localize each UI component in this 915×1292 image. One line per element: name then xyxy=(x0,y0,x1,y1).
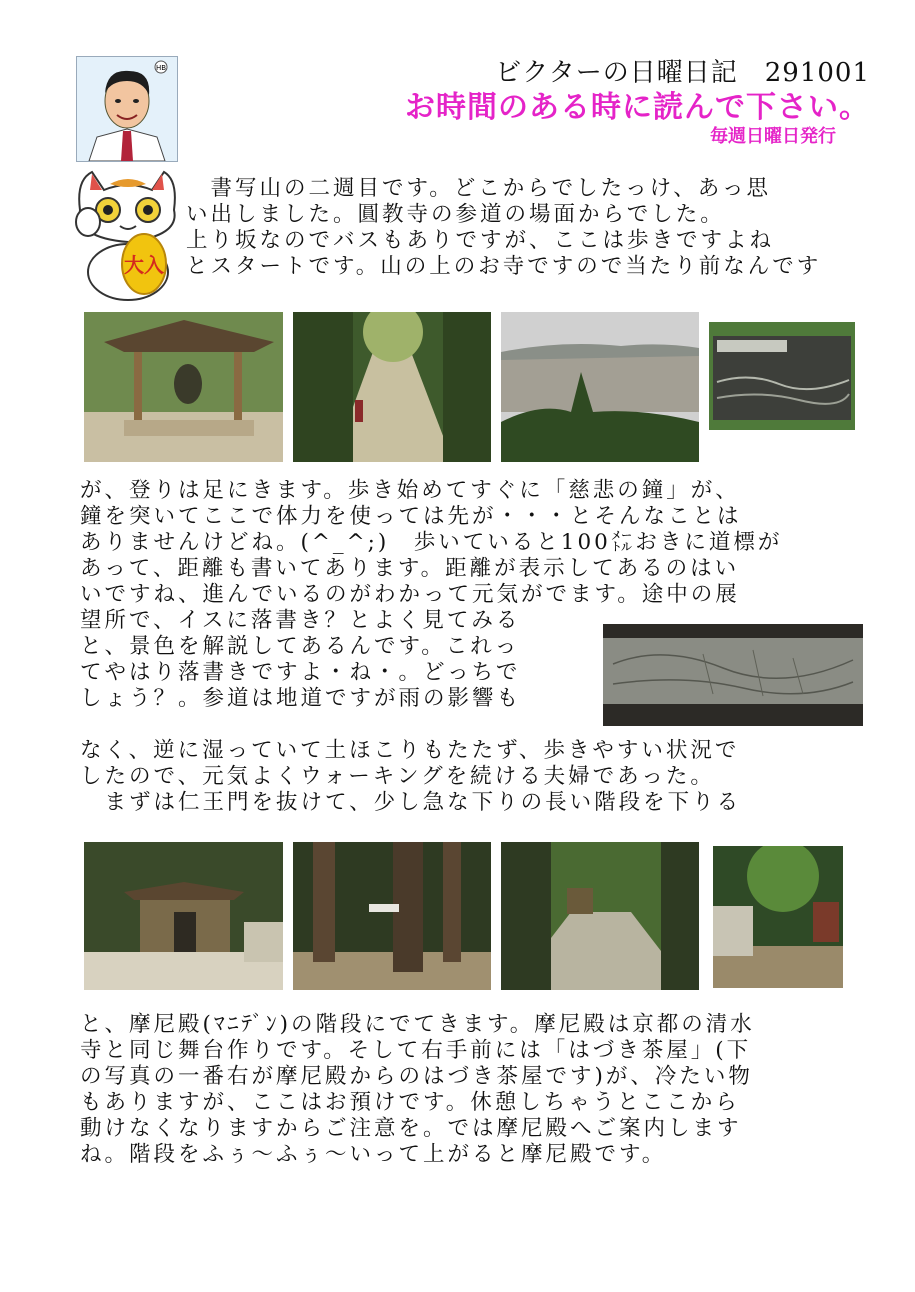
text-line: なく、逆に湿っていて土ほこりもたたず、歩きやすい状況で xyxy=(80,738,740,763)
text-line: ね。階段をふぅ～ふぅ～いって上がると摩尼殿です。 xyxy=(80,1142,667,1167)
photo-tree-trunks xyxy=(293,842,491,990)
author-avatar xyxy=(76,56,178,162)
text-line: いですね、進んでいるのがわかって元気がでます。途中の展 xyxy=(80,582,740,607)
text-line: とスタートです。山の上のお寺ですので当たり前なんです xyxy=(186,254,822,279)
body-paragraph-1-wrap xyxy=(80,608,521,712)
text-line: 動けなくなりますからご注意を。では摩尼殿へご案内します xyxy=(80,1116,742,1141)
photo-observation-sign xyxy=(709,322,855,430)
photo-maniden-path xyxy=(713,846,843,988)
lucky-cat-illustration xyxy=(70,160,182,302)
text-line: あって、距離も書いてあります。距離が表示してあるのはい xyxy=(80,556,740,581)
text-line: の写真の一番右が摩尼殿からのはづき茶屋です)が、冷たい物 xyxy=(80,1064,753,1089)
publication-frequency: 毎週日曜日発行 xyxy=(710,126,836,147)
body-paragraph-2 xyxy=(80,1012,755,1168)
text-line: 書写山の二週目です。どこからでしたっけ、あっ思 xyxy=(186,176,771,201)
photo-city-view xyxy=(501,312,699,462)
text-line: と、景色を解説してあるんです。これっ xyxy=(80,634,520,659)
text-line: 上り坂なのでバスもありですが、ここは歩きですよね xyxy=(186,228,775,253)
text-line: もありますが、ここはお預けです。休憩しちゃうとここから xyxy=(80,1090,740,1115)
newsletter-title: ビクターの日曜日記 291001 xyxy=(495,58,870,88)
avatar-badge-text: HB xyxy=(155,64,167,72)
photo-forest-path xyxy=(293,312,491,462)
text-line: ありませんけどね。(^_^;) 歩いていると100㍍おきに道標が xyxy=(80,530,783,555)
text-line: が、登りは足にきます。歩き始めてすぐに「慈悲の鐘」が、 xyxy=(80,478,740,503)
newsletter-subtitle: お時間のある時に読んで下さい。 xyxy=(405,90,870,125)
text-line: しょう？。参道は地道ですが雨の影響も xyxy=(80,686,522,711)
lucky-cat-coin-text: 大入 xyxy=(124,253,164,277)
body-paragraph-1 xyxy=(80,478,782,608)
text-line: 鐘を突いてここで体力を使っては先が・・・とそんなことは xyxy=(80,504,742,529)
photo-temple-approach xyxy=(501,842,699,990)
body-paragraph-1-end xyxy=(80,738,741,816)
text-line: 寺と同じ舞台作りです。そして右手前には「はづき茶屋」(下 xyxy=(80,1038,752,1063)
photo-bell-tower xyxy=(84,312,283,462)
text-line: い出しました。圓教寺の参道の場面からでした。 xyxy=(186,202,725,227)
photo-bench-graffiti xyxy=(603,624,863,726)
text-line: てやはり落書きですよ・ね・。どっちで xyxy=(80,660,521,685)
text-line: まずは仁王門を抜けて、少し急な下りの長い階段を下りる xyxy=(80,790,742,815)
photo-niomon-gate xyxy=(84,842,283,990)
text-line: と、摩尼殿(ﾏﾆﾃﾞﾝ)の階段にでてきます。摩尼殿は京都の清水 xyxy=(80,1012,755,1037)
text-line: 望所で、イスに落書き？とよく見てみる xyxy=(80,608,521,633)
text-line: したので、元気よくウォーキングを続ける夫婦であった。 xyxy=(80,764,715,789)
intro-paragraph xyxy=(186,176,821,280)
